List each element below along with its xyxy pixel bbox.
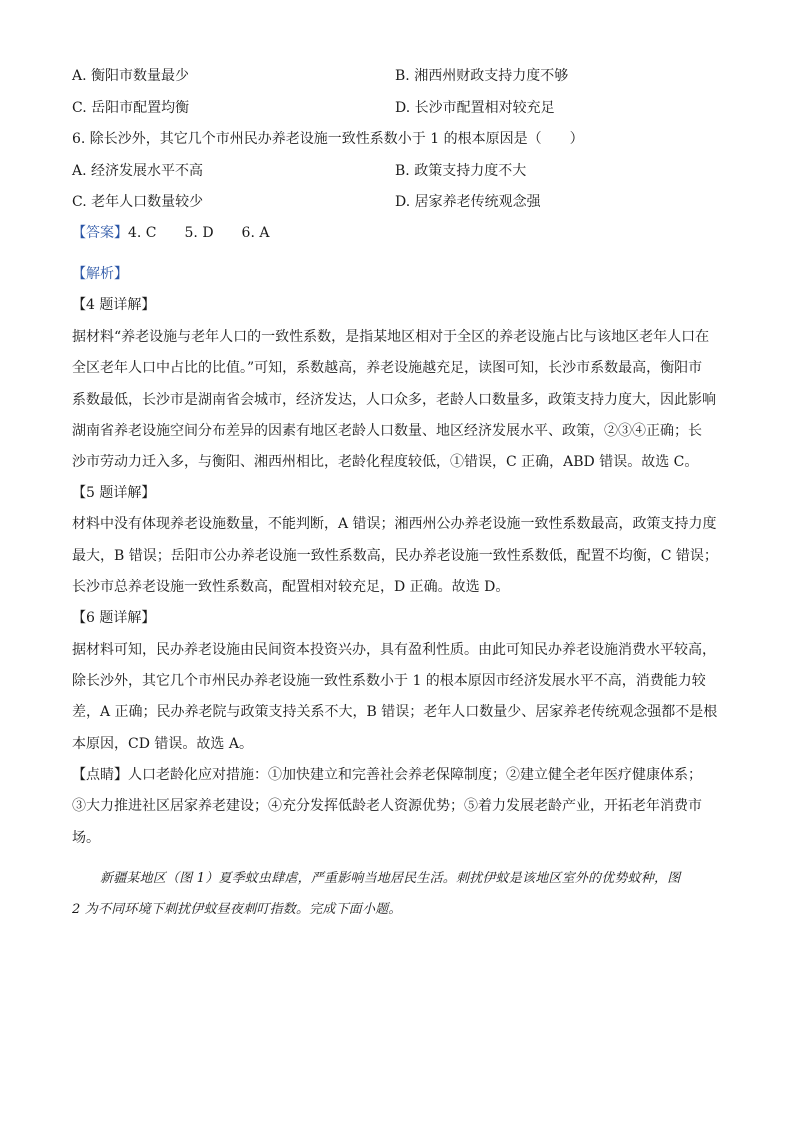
- answer-text: 4. C 5. D 6. A: [128, 225, 270, 241]
- option-d-prev: D. 长沙市配置相对较充足: [395, 100, 555, 116]
- tip-label: 【点睛】: [72, 767, 128, 783]
- next-question-intro: 2 为不同环境下刺扰伊蚊昼夜刺叮指数。完成下面小题。: [72, 902, 402, 917]
- detail-6-line: 差，A 正确；民办养老院与政策支持关系不大，B 错误；老年人口数量少、居家养老传统观念强都不是根: [72, 704, 718, 720]
- q6-option-a: A. 经济发展水平不高: [72, 163, 204, 179]
- q6-option-b: B. 政策支持力度不大: [395, 163, 527, 179]
- detail-5-line: 最大，B 错误；岳阳市公办养老设施一致性系数高，民办养老设施一致性系数低，配置不均衡，C 错误；: [72, 548, 718, 564]
- detail-6-line: 本原因，CD 错误。故选 A。: [72, 736, 253, 752]
- tip-line: 场。: [72, 830, 100, 846]
- question-6-stem: 6. 除长沙外，其它几个市州民办养老设施一致性系数小于 1 的根本原因是（ ）: [72, 131, 584, 147]
- q6-option-c: C. 老年人口数量较少: [72, 194, 204, 210]
- detail-4-line: 湖南省养老设施空间分布差异的因素有地区老龄人口数量、地区经济发展水平、政策，②③④正确；长: [72, 423, 702, 439]
- detail-4-line: 沙市劳动力迁入多，与衡阳、湘西州相比，老龄化程度较低，①错误，C 正确，ABD 错误。故选 C。: [72, 454, 699, 470]
- detail-6-line: 除长沙外，其它几个市州民办养老设施一致性系数小于 1 的根本原因市经济发展水平不高，消费能力较: [72, 673, 706, 689]
- detail-4-line: 全区老年人口中占比的比值。”可知，系数越高，养老设施越充足，读图可知，长沙市系数最高，衡阳市: [72, 360, 703, 376]
- next-question-intro: 新疆某地区（图 1）夏季蚊虫肆虐，严重影响当地居民生活。刺扰伊蚊是该地区室外的优势蚊种，图: [100, 871, 681, 886]
- answer-label: 【答案】: [72, 225, 128, 241]
- detail-5-line: 材料中没有体现养老设施数量，不能判断，A 错误；湘西州公办养老设施一致性系数最高，政策支持力度: [72, 516, 717, 532]
- detail-5-line: 长沙市总养老设施一致性系数高，配置相对较充足，D 正确。故选 D。: [72, 579, 510, 595]
- detail-6-title: 【6 题详解】: [72, 610, 156, 626]
- detail-4-line: 系数最低，长沙市是湖南省会城市，经济发达，人口众多，老龄人口数量多，政策支持力度大，因此影响: [72, 392, 716, 408]
- detail-4-line: 据材料“养老设施与老年人口的一致性系数，是指某地区相对于全区的养老设施占比与该地区老年人口在: [72, 329, 710, 345]
- tip-text: 人口老龄化应对措施：①加快建立和完善社会养老保障制度；②建立健全老年医疗健康体系；: [128, 767, 702, 783]
- q6-option-d: D. 居家养老传统观念强: [395, 194, 541, 210]
- tip-line: ③大力推进社区居家养老建设；④充分发挥低龄老人资源优势；⑤着力发展老龄产业，开拓老年消费市: [72, 798, 702, 814]
- tip-line: [72, 765, 702, 785]
- option-a-prev: A. 衡阳市数量最少: [72, 68, 190, 84]
- answer-line: [72, 223, 269, 243]
- detail-6-line: 据材料可知，民办养老设施由民间资本投资兴办，具有盈利性质。由此可知民办养老设施消费水平较高，: [72, 642, 716, 658]
- option-c-prev: C. 岳阳市配置均衡: [72, 100, 190, 116]
- option-b-prev: B. 湘西州财政支持力度不够: [395, 68, 569, 84]
- detail-5-title: 【5 题详解】: [72, 485, 156, 501]
- detail-4-title: 【4 题详解】: [72, 297, 156, 313]
- analysis-label: 【解析】: [72, 266, 128, 282]
